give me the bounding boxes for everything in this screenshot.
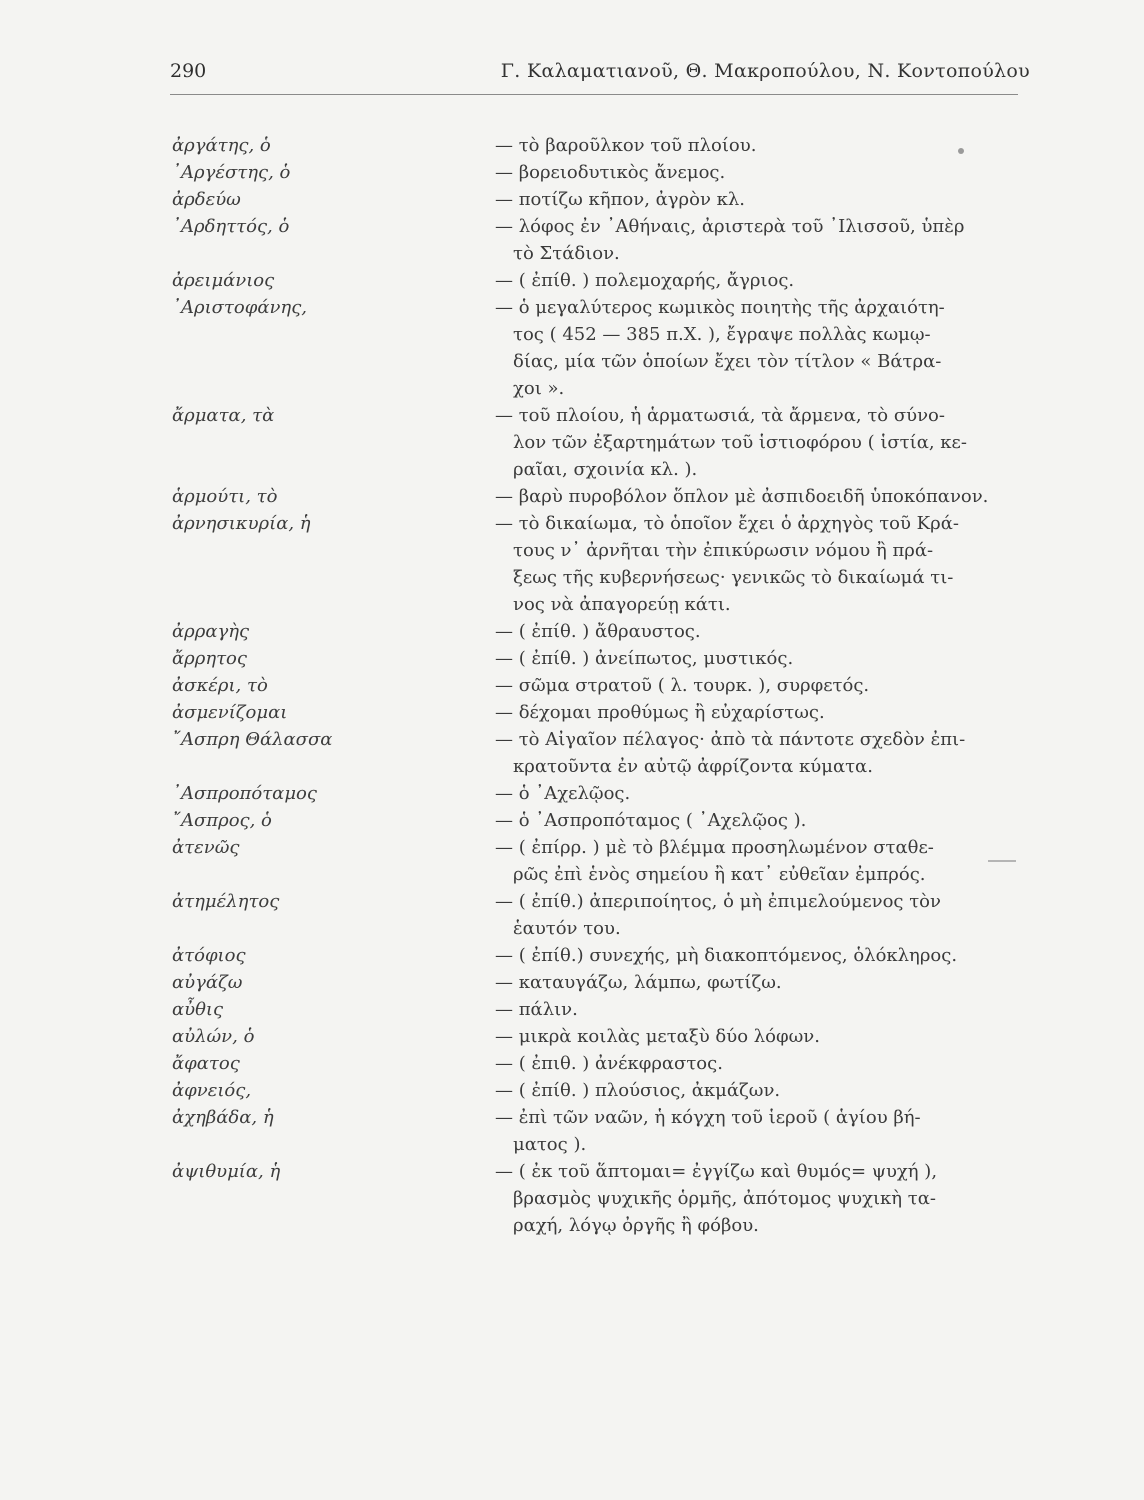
- glossary-entry: [0, 996, 1144, 1023]
- entry-definition: [495, 267, 1035, 294]
- entry-definition: [495, 1077, 1035, 1104]
- glossary-entry: [0, 213, 1144, 267]
- definition-line: — τὸ βαροῦλκον τοῦ πλοίου.: [495, 135, 757, 156]
- definition-line: ἑαυτόν του.: [513, 918, 621, 939]
- entry-term: ᾿Αρδηττός, ὁ: [172, 216, 290, 237]
- entry-term: ἄρρητος: [172, 648, 247, 669]
- page-header: [170, 58, 1030, 96]
- glossary-entry: [0, 1104, 1144, 1158]
- glossary-entry: [0, 132, 1144, 159]
- definition-line: — πάλιν.: [495, 999, 578, 1020]
- definition-line: ξεως τῆς κυβερνήσεως· γενικῶς τὸ δικαίωμά τι-: [513, 567, 954, 588]
- definition-line: — τὸ δικαίωμα, τὸ ὁποῖον ἔχει ὁ ἀρχηγὸς τοῦ Κρά-: [495, 513, 959, 534]
- definition-line: — ( ἐπίθ. ) ἄθραυστος.: [495, 621, 701, 642]
- definition-line: — βαρὺ πυροβόλον ὅπλον μὲ ἀσπιδοειδῆ ὑποκόπανον.: [495, 486, 989, 507]
- entry-definition: [495, 699, 1035, 726]
- entry-definition: [495, 888, 1035, 942]
- running-head: Γ. Καλαματιανοῦ, Θ. Μακροπούλου, Ν. Κοντοπούλου: [500, 60, 1030, 82]
- entry-definition: [495, 1104, 1035, 1158]
- glossary-entry: [0, 1158, 1144, 1239]
- entry-definition: [495, 969, 1035, 996]
- definition-line: — ( ἐπιθ. ) ἀνέκφραστος.: [495, 1053, 723, 1074]
- definition-line: ραχή, λόγῳ ὀργῆς ἢ φόβου.: [513, 1215, 759, 1236]
- entry-term: ἀτενῶς: [172, 837, 240, 858]
- glossary-entry: [0, 807, 1144, 834]
- definition-line: βρασμὸς ψυχικῆς ὁρμῆς, ἀπότομος ψυχικὴ τα-: [513, 1188, 936, 1209]
- definition-line: — βορειοδυτικὸς ἄνεμος.: [495, 162, 726, 183]
- definition-line: — τοῦ πλοίου, ἡ ἁρματωσιά, τὰ ἄρμενα, τὸ σύνο-: [495, 405, 945, 426]
- definition-line: — ποτίζω κῆπον, ἀγρὸν κλ.: [495, 189, 746, 210]
- entry-term: αὖθις: [172, 999, 224, 1020]
- entry-term: ἀρραγὴς: [172, 621, 250, 642]
- definition-line: — ὁ ᾿Ασπροπόταμος ( ᾿Αχελῷος ).: [495, 810, 807, 831]
- definition-line: κρατοῦντα ἐν αὐτῷ ἀφρίζοντα κύματα.: [513, 756, 873, 777]
- entry-term: ἄφατος: [172, 1053, 240, 1074]
- entry-definition: [495, 483, 1035, 510]
- entry-term: ἀσμενίζομαι: [172, 702, 288, 723]
- definition-line: — ( ἐπίθ. ) πλούσιος, ἀκμάζων.: [495, 1080, 781, 1101]
- entry-term: αὐγάζω: [172, 972, 243, 993]
- definition-line: λον τῶν ἐξαρτημάτων τοῦ ἱστιοφόρου ( ἱστία, κε-: [513, 432, 967, 453]
- entry-definition: [495, 726, 1035, 780]
- glossary-entry: [0, 942, 1144, 969]
- entry-definition: [495, 213, 1035, 267]
- glossary-entry: [0, 1023, 1144, 1050]
- entry-definition: [495, 186, 1035, 213]
- definition-line: — ( ἐπίθ. ) ἀνείπωτος, μυστικός.: [495, 648, 794, 669]
- print-speck: [958, 148, 964, 154]
- glossary-entry: [0, 186, 1144, 213]
- definition-line: — σῶμα στρατοῦ ( λ. τουρκ. ), συρφετός.: [495, 675, 870, 696]
- definition-line: — ( ἐπίθ. ) πολεμοχαρής, ἄγριος.: [495, 270, 795, 291]
- glossary-entries: [0, 132, 1144, 1239]
- definition-line: τος ( 452 — 385 π.Χ. ), ἔγραψε πολλὰς κωμῳ-: [513, 324, 931, 345]
- glossary-entry: [0, 672, 1144, 699]
- definition-line: — ( ἐπίθ.) ἀπεριποίητος, ὁ μὴ ἐπιμελούμενος τὸν: [495, 891, 941, 912]
- entry-term: ἀρδεύω: [172, 189, 241, 210]
- definition-line: — ( ἐκ τοῦ ἅπτομαι= ἐγγίζω καὶ θυμός= ψυχή ),: [495, 1161, 938, 1182]
- glossary-entry: [0, 726, 1144, 780]
- entry-term: ἀρειμάνιος: [172, 270, 275, 291]
- definition-line: — τὸ Αἰγαῖον πέλαγος· ἀπὸ τὰ πάντοτε σχεδὸν ἐπι-: [495, 729, 966, 750]
- entry-definition: [495, 402, 1035, 483]
- entry-definition: [495, 672, 1035, 699]
- print-speck: [988, 860, 1016, 862]
- entry-definition: [495, 645, 1035, 672]
- definition-line: ρῶς ἐπὶ ἑνὸς σημείου ἢ κατ᾿ εὐθεῖαν ἐμπρός.: [513, 864, 926, 885]
- entry-definition: [495, 996, 1035, 1023]
- definition-line: — δέχομαι προθύμως ἢ εὐχαρίστως.: [495, 702, 825, 723]
- entry-term: ῎Ασπρος, ὁ: [172, 810, 272, 831]
- entry-definition: [495, 834, 1035, 888]
- entry-term: ᾿Αργέστης, ὁ: [172, 162, 291, 183]
- entry-definition: [495, 1023, 1035, 1050]
- glossary-entry: [0, 780, 1144, 807]
- entry-term: ἄρματα, τὰ: [172, 405, 275, 426]
- definition-line: ραῖαι, σχοινία κλ. ).: [513, 459, 698, 480]
- entry-term: ἀσκέρι, τὸ: [172, 675, 268, 696]
- entry-definition: [495, 807, 1035, 834]
- entry-term: ἀχηβάδα, ἡ: [172, 1107, 274, 1128]
- entry-term: ῎Ασπρη Θάλασσα: [172, 729, 333, 750]
- entry-term: ἀρνησικυρία, ἡ: [172, 513, 311, 534]
- definition-line: τὸ Στάδιον.: [513, 243, 620, 264]
- glossary-entry: [0, 834, 1144, 888]
- definition-line: χοι ».: [513, 378, 565, 399]
- definition-line: — μικρὰ κοιλὰς μεταξὺ δύο λόφων.: [495, 1026, 820, 1047]
- entry-definition: [495, 618, 1035, 645]
- glossary-entry: [0, 645, 1144, 672]
- definition-line: — ὁ ᾿Αχελῷος.: [495, 783, 631, 804]
- glossary-entry: [0, 618, 1144, 645]
- definition-line: — ( ἐπίρρ. ) μὲ τὸ βλέμμα προσηλωμένον σταθε-: [495, 837, 934, 858]
- definition-line: — ἐπὶ τῶν ναῶν, ἡ κόγχη τοῦ ἱεροῦ ( ἁγίου βή-: [495, 1107, 921, 1128]
- definition-line: νος νὰ ἀπαγορεύῃ κάτι.: [513, 594, 731, 615]
- entry-definition: [495, 294, 1035, 402]
- glossary-entry: [0, 1077, 1144, 1104]
- entry-definition: [495, 132, 1035, 159]
- glossary-entry: [0, 483, 1144, 510]
- entry-term: ἀφνειός,: [172, 1080, 252, 1101]
- page-number: 290: [170, 60, 207, 82]
- entry-definition: [495, 159, 1035, 186]
- glossary-entry: [0, 699, 1144, 726]
- header-rule: [170, 94, 1018, 95]
- entry-term: ἀτόφιος: [172, 945, 246, 966]
- definition-line: ματος ).: [513, 1134, 587, 1155]
- glossary-entry: [0, 969, 1144, 996]
- entry-term: ᾿Αριστοφάνης,: [172, 297, 308, 318]
- definition-line: — ( ἐπίθ.) συνεχής, μὴ διακοπτόμενος, ὁλόκληρος.: [495, 945, 958, 966]
- entry-definition: [495, 942, 1035, 969]
- glossary-entry: [0, 888, 1144, 942]
- entry-term: ἀτημέλητος: [172, 891, 280, 912]
- glossary-entry: [0, 1050, 1144, 1077]
- glossary-entry: [0, 510, 1144, 618]
- entry-definition: [495, 510, 1035, 618]
- glossary-entry: [0, 402, 1144, 483]
- definition-line: τους ν᾿ ἀρνῆται τὴν ἐπικύρωσιν νόμου ἢ πρά-: [513, 540, 934, 561]
- glossary-entry: [0, 294, 1144, 402]
- definition-line: — λόφος ἐν ᾿Αθήναις, ἀριστερὰ τοῦ ᾿Ιλισσοῦ, ὑπὲρ: [495, 216, 965, 237]
- definition-line: δίας, μία τῶν ὁποίων ἔχει τὸν τίτλον « Βάτρα-: [513, 351, 942, 372]
- glossary-entry: [0, 267, 1144, 294]
- entry-term: ἁρμούτι, τὸ: [172, 486, 278, 507]
- entry-definition: [495, 1158, 1035, 1239]
- entry-definition: [495, 1050, 1035, 1077]
- entry-term: ἀργάτης, ὁ: [172, 135, 271, 156]
- entry-term: ἀψιθυμία, ἡ: [172, 1161, 281, 1182]
- definition-line: — καταυγάζω, λάμπω, φωτίζω.: [495, 972, 782, 993]
- entry-definition: [495, 780, 1035, 807]
- entry-term: αὐλών, ὁ: [172, 1026, 255, 1047]
- entry-term: ᾿Ασπροπόταμος: [172, 783, 317, 804]
- glossary-entry: [0, 159, 1144, 186]
- definition-line: — ὁ μεγαλύτερος κωμικὸς ποιητὴς τῆς ἀρχαιότη-: [495, 297, 945, 318]
